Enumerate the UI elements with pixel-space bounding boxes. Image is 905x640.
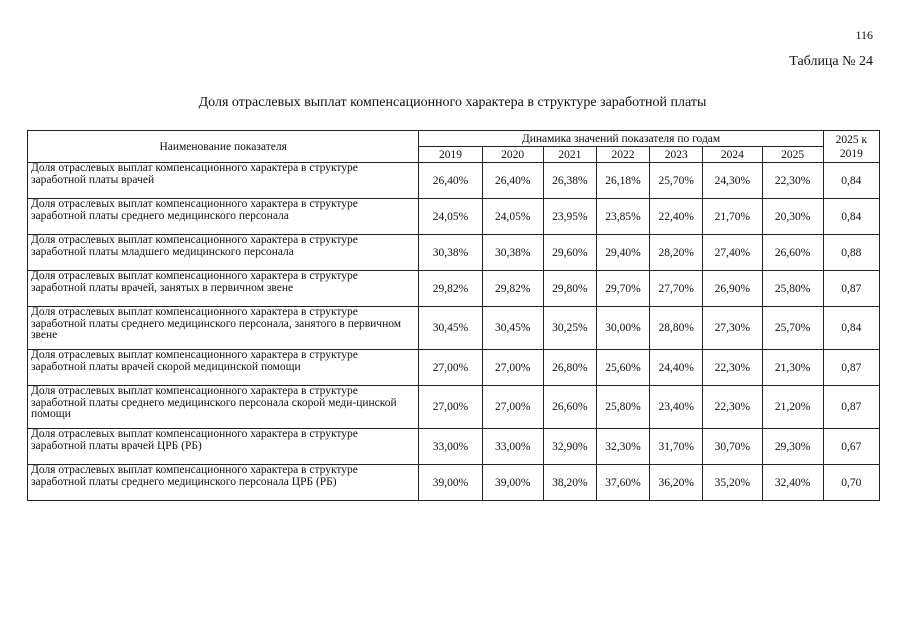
- value-cell: 24,40%: [650, 350, 703, 386]
- row-label: Доля отраслевых выплат компенсационного характера в структуре заработной платы среднего медицинского персонала: [28, 199, 419, 235]
- value-cell: 26,40%: [419, 163, 482, 199]
- value-cell: 27,00%: [482, 350, 543, 386]
- table-row: [28, 307, 880, 350]
- value-cell: 24,30%: [703, 163, 762, 199]
- table-row: [28, 271, 880, 307]
- value-cell: 32,40%: [762, 465, 823, 501]
- value-cell: 26,80%: [543, 350, 596, 386]
- value-cell: 23,95%: [543, 199, 596, 235]
- value-cell: 23,40%: [650, 386, 703, 429]
- value-cell: 39,00%: [419, 465, 482, 501]
- value-cell: 22,30%: [762, 163, 823, 199]
- header-year: 2024: [703, 147, 762, 163]
- value-cell: 26,38%: [543, 163, 596, 199]
- value-cell: 27,30%: [703, 307, 762, 350]
- value-cell: 38,20%: [543, 465, 596, 501]
- value-cell: 25,70%: [650, 163, 703, 199]
- value-cell: 29,30%: [762, 429, 823, 465]
- table-row: [28, 386, 880, 429]
- value-cell: 29,40%: [596, 235, 649, 271]
- value-cell: 23,85%: [596, 199, 649, 235]
- value-cell: 30,00%: [596, 307, 649, 350]
- value-cell: 27,00%: [419, 386, 482, 429]
- table-row: [28, 350, 880, 386]
- value-cell: 25,80%: [596, 386, 649, 429]
- value-cell: 27,40%: [703, 235, 762, 271]
- value-cell: 30,38%: [419, 235, 482, 271]
- row-label: Доля отраслевых выплат компенсационного характера в структуре заработной платы среднего медицинского персонала скорой меди-цинской помощи: [28, 386, 419, 429]
- row-label: Доля отраслевых выплат компенсационного характера в структуре заработной платы среднего медицинского персонала, занятого в первичном звене: [28, 307, 419, 350]
- value-cell: 27,70%: [650, 271, 703, 307]
- ratio-cell: 0,84: [823, 307, 879, 350]
- ratio-cell: 0,87: [823, 350, 879, 386]
- header-year: 2022: [596, 147, 649, 163]
- ratio-cell: 0,87: [823, 386, 879, 429]
- page-number: 116: [855, 28, 873, 42]
- ratio-cell: 0,87: [823, 271, 879, 307]
- value-cell: 22,30%: [703, 386, 762, 429]
- value-cell: 30,25%: [543, 307, 596, 350]
- header-year: 2023: [650, 147, 703, 163]
- value-cell: 33,00%: [419, 429, 482, 465]
- ratio-cell: 0,84: [823, 163, 879, 199]
- value-cell: 24,05%: [419, 199, 482, 235]
- value-cell: 35,20%: [703, 465, 762, 501]
- value-cell: 26,40%: [482, 163, 543, 199]
- value-cell: 25,60%: [596, 350, 649, 386]
- document-title: Доля отраслевых выплат компенсационного характера в структуре заработной платы: [198, 95, 707, 110]
- value-cell: 27,00%: [482, 386, 543, 429]
- value-cell: 39,00%: [482, 465, 543, 501]
- value-cell: 28,80%: [650, 307, 703, 350]
- table-row: [28, 235, 880, 271]
- value-cell: 32,30%: [596, 429, 649, 465]
- row-label: Доля отраслевых выплат компенсационного характера в структуре заработной платы младшего медицинского персонала: [28, 235, 419, 271]
- header-ratio: [823, 131, 879, 163]
- value-cell: 21,70%: [703, 199, 762, 235]
- header-indicator-name: Наименование показателя: [28, 131, 419, 163]
- header-year: 2025: [762, 147, 823, 163]
- header-ratio-line1: 2025 к: [835, 133, 868, 146]
- value-cell: 21,20%: [762, 386, 823, 429]
- value-cell: 29,80%: [543, 271, 596, 307]
- row-label: Доля отраслевых выплат компенсационного характера в структуре заработной платы врачей: [28, 163, 419, 199]
- row-label: Доля отраслевых выплат компенсационного характера в структуре заработной платы врачей, занятых в первичном звене: [28, 271, 419, 307]
- row-label: Доля отраслевых выплат компенсационного характера в структуре заработной платы врачей скорой медицинской помощи: [28, 350, 419, 386]
- value-cell: 31,70%: [650, 429, 703, 465]
- value-cell: 25,70%: [762, 307, 823, 350]
- value-cell: 24,05%: [482, 199, 543, 235]
- compensation-share-table: [27, 130, 880, 501]
- value-cell: 26,90%: [703, 271, 762, 307]
- row-label: Доля отраслевых выплат компенсационного характера в структуре заработной платы врачей ЦРБ (РБ): [28, 429, 419, 465]
- value-cell: 22,40%: [650, 199, 703, 235]
- ratio-cell: 0,67: [823, 429, 879, 465]
- ratio-cell: 0,70: [823, 465, 879, 501]
- value-cell: 28,20%: [650, 235, 703, 271]
- table-number: Таблица № 24: [789, 54, 873, 69]
- value-cell: 29,60%: [543, 235, 596, 271]
- table-row: [28, 163, 880, 199]
- value-cell: 30,45%: [482, 307, 543, 350]
- header-ratio-line2: 2019: [839, 147, 863, 160]
- ratio-cell: 0,88: [823, 235, 879, 271]
- value-cell: 30,70%: [703, 429, 762, 465]
- value-cell: 26,60%: [543, 386, 596, 429]
- table-row: [28, 199, 880, 235]
- value-cell: 22,30%: [703, 350, 762, 386]
- value-cell: 36,20%: [650, 465, 703, 501]
- value-cell: 26,18%: [596, 163, 649, 199]
- value-cell: 21,30%: [762, 350, 823, 386]
- value-cell: 26,60%: [762, 235, 823, 271]
- table-row: [28, 465, 880, 501]
- value-cell: 20,30%: [762, 199, 823, 235]
- value-cell: 33,00%: [482, 429, 543, 465]
- value-cell: 29,82%: [419, 271, 482, 307]
- value-cell: 29,70%: [596, 271, 649, 307]
- value-cell: 32,90%: [543, 429, 596, 465]
- header-year: 2021: [543, 147, 596, 163]
- row-label: Доля отраслевых выплат компенсационного характера в структуре заработной платы среднего медицинского персонала ЦРБ (РБ): [28, 465, 419, 501]
- value-cell: 30,45%: [419, 307, 482, 350]
- table-row: [28, 429, 880, 465]
- ratio-cell: 0,84: [823, 199, 879, 235]
- header-dynamics: Динамика значений показателя по годам: [419, 131, 823, 147]
- value-cell: 27,00%: [419, 350, 482, 386]
- value-cell: 25,80%: [762, 271, 823, 307]
- header-year: 2019: [419, 147, 482, 163]
- value-cell: 37,60%: [596, 465, 649, 501]
- value-cell: 29,82%: [482, 271, 543, 307]
- header-year: 2020: [482, 147, 543, 163]
- value-cell: 30,38%: [482, 235, 543, 271]
